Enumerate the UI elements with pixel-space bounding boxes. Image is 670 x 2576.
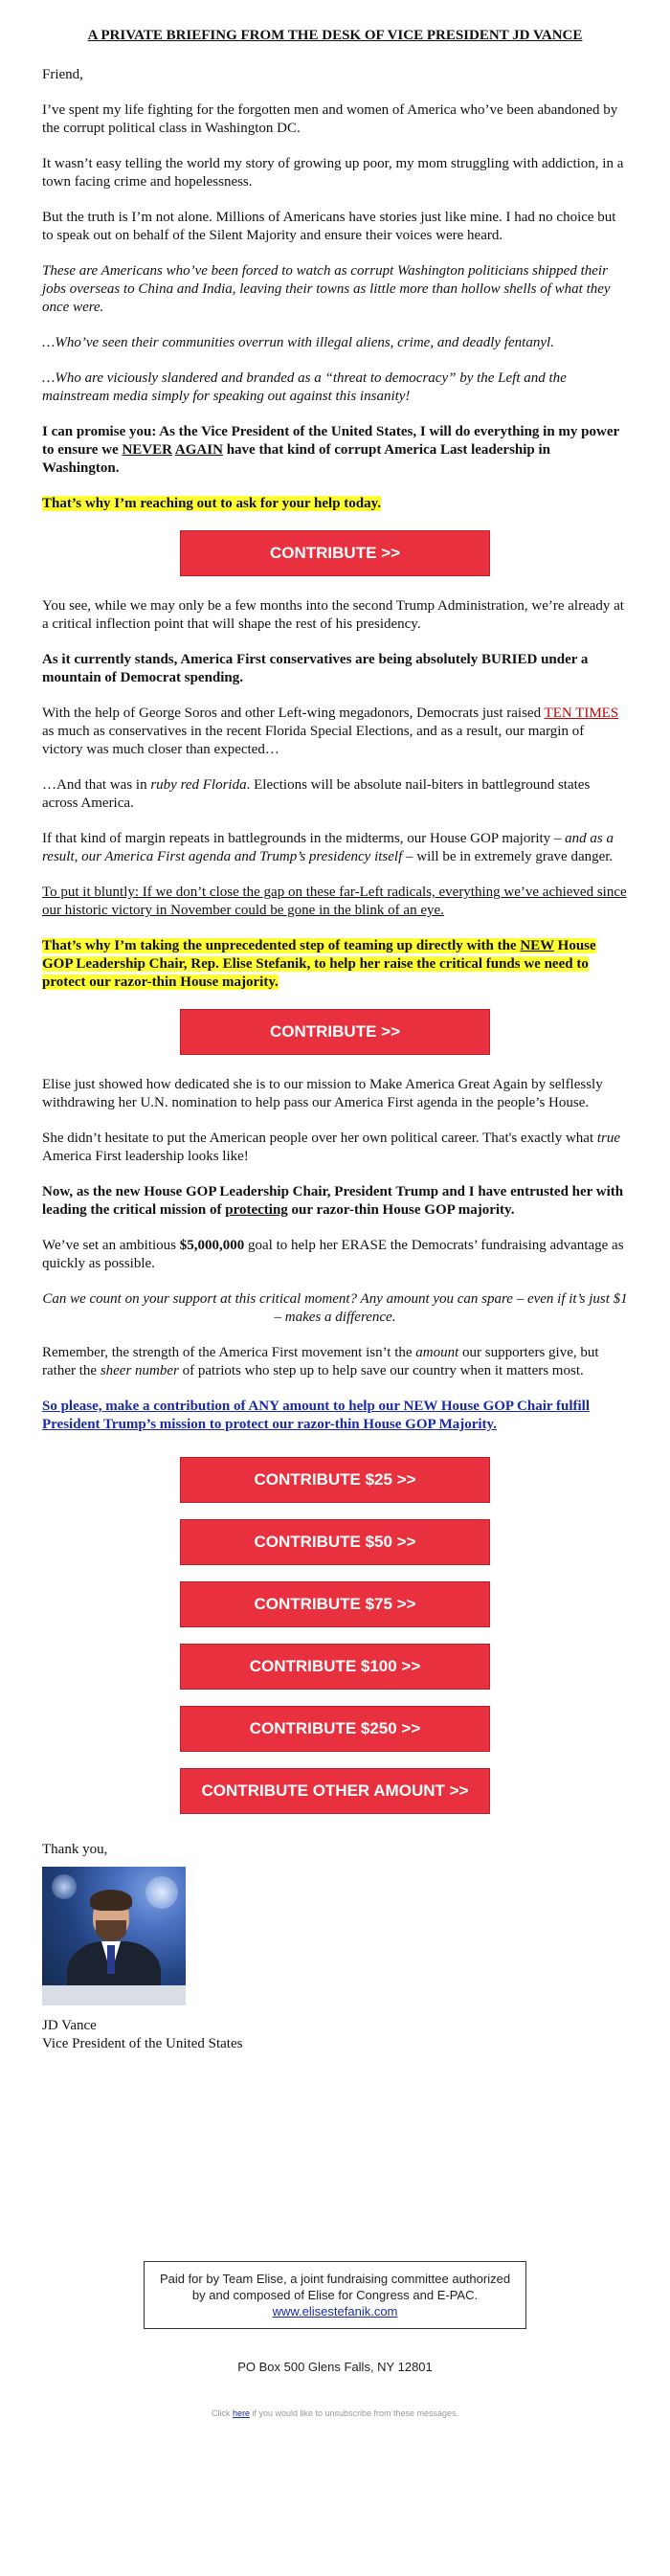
paragraph-16: Elise just showed how dedicated she is to our mission to Make America Great Again by selflessly withdrawing her U.N. nomination to help pass our America First agenda in the people’s House.: [42, 1077, 603, 1110]
contribute-50-button[interactable]: CONTRIBUTE $50 >>: [180, 1519, 490, 1565]
website-link[interactable]: www.elisestefanik.com: [272, 2304, 398, 2318]
paragraph-3: But the truth is I’m not alone. Millions of Americans have stories just like mine. I had no choice but to speak out on behalf of the Silent Majority and ensure their voices were heard.: [42, 210, 616, 243]
thanks: Thank you,: [42, 1842, 108, 1857]
paragraph-15: That’s why I’m taking the unprecedented step of teaming up directly with the NEW House GOP Leadership Chair, Rep. Elise Stefanik, to help her raise the critical funds we need to protect our razor-thin House majority.: [42, 938, 596, 990]
mailing-address: PO Box 500 Glens Falls, NY 12801: [237, 2360, 433, 2374]
paragraph-22: [42, 1398, 628, 1434]
contribute-button[interactable]: CONTRIBUTE >>: [180, 530, 490, 576]
unsubscribe-line: Click here if you would like to unsubscribe from these messages.: [211, 2408, 459, 2418]
paragraph-18: Now, as the new House GOP Leadership Chair, President Trump and I have entrusted her with leading the critical mission of protecting our razor-thin House GOP majority.: [42, 1184, 624, 1218]
paragraph-11: With the help of George Soros and other Left-wing megadonors, Democrats just raised TEN TIMES as much as conservatives in the recent Florida Special Elections, and as a result, our margin of victory was much closer than expected…: [42, 706, 619, 757]
paragraph-1: I’ve spent my life fighting for the forgotten men and women of America who’ve been abandoned by the corrupt political class in Washington DC.: [42, 102, 618, 136]
contribute-25-button[interactable]: CONTRIBUTE $25 >>: [180, 1457, 490, 1503]
paragraph-20: Can we count on your support at this critical moment? Any amount you can spare – even if it’s just $1 – makes a difference.: [42, 1291, 628, 1325]
paragraph-21: Remember, the strength of the America First movement isn’t the amount our supporters give, but rather the sheer number of patriots who step up to help save our country when it matters most.: [42, 1345, 599, 1378]
again-text: AGAIN: [174, 442, 223, 458]
paid-for-disclaimer: Paid for by Team Elise, a joint fundraising committee authorized by and composed of Elise for Congress and E-PAC. www.elisestefanik.com: [144, 2261, 526, 2329]
amount-buttons: [42, 1457, 628, 1814]
paragraph-6: …Who are viciously slandered and branded as a “threat to democracy” by the Left and the mainstream media simply for speaking out against this insanity!: [42, 370, 567, 404]
email-body: [42, 0, 628, 2423]
contribute-100-button[interactable]: CONTRIBUTE $100 >>: [180, 1644, 490, 1690]
contribute-any-amount-link[interactable]: So please, make a contribution of ANY amount to help our NEW House GOP Chair fulfill President Trump’s mission to protect our razor-thin House GOP Majority.: [42, 1399, 590, 1432]
paragraph-19: We’ve set an ambitious $5,000,000 goal to help her ERASE the Democrats’ fundraising advantage as quickly as possible.: [42, 1238, 624, 1271]
signature-title: Vice President of the United States: [42, 2036, 243, 2051]
never-text: NEVER: [122, 442, 172, 458]
paragraph-17: She didn’t hesitate to put the American people over her own political career. That's exactly what true America First leadership looks like!: [42, 1131, 621, 1164]
contribute-250-button[interactable]: CONTRIBUTE $250 >>: [180, 1706, 490, 1752]
headline: A PRIVATE BRIEFING FROM THE DESK OF VICE PRESIDENT JD VANCE: [87, 28, 583, 43]
contribute-button-2[interactable]: CONTRIBUTE >>: [180, 1009, 490, 1055]
unsubscribe-link[interactable]: here: [232, 2408, 250, 2418]
paragraph-14: To put it bluntly: If we don’t close the gap on these far-Left radicals, everything we’ve achieved since our historic victory in November could be gone in the blink of an eye.: [42, 885, 627, 918]
paragraph-12: …And that was in ruby red Florida. Elections will be absolute nail-biters in battleground states across America.: [42, 777, 591, 811]
paragraph-8: That’s why I’m reaching out to ask for your help today.: [42, 496, 382, 511]
paragraph-10: As it currently stands, America First conservatives are being absolutely BURIED under a mountain of Democrat spending.: [42, 652, 589, 685]
greeting: Friend,: [42, 67, 83, 82]
paragraph-2: It wasn’t easy telling the world my story of growing up poor, my mom struggling with addiction, in a town facing crime and hopelessness.: [42, 156, 624, 190]
contribute-75-button[interactable]: CONTRIBUTE $75 >>: [180, 1581, 490, 1627]
paragraph-7: I can promise you: As the Vice President of the United States, I will do everything in my power to ensure we NEVER AGAIN have that kind of corrupt America Last leadership in Washington.: [42, 424, 619, 476]
paragraph-13: If that kind of margin repeats in battlegrounds in the midterms, our House GOP majority – and as a result, our America First agenda and Trump’s presidency itself – will be in extremely grave danger.: [42, 831, 614, 864]
jd-vance-photo: [42, 1867, 186, 2005]
paragraph-5: …Who’ve seen their communities overrun with illegal aliens, crime, and deadly fentanyl.: [42, 335, 554, 350]
signature-name: JD Vance: [42, 2018, 97, 2033]
ten-times-text: TEN TIMES: [544, 706, 619, 721]
paragraph-9: You see, while we may only be a few months into the second Trump Administration, we’re already at a critical inflection point that will shape the rest of his presidency.: [42, 598, 624, 632]
paragraph-4: These are Americans who’ve been forced to watch as corrupt Washington politicians shipped their jobs overseas to China and India, leaving their towns as little more than hollow shells of what they once were.: [42, 263, 611, 315]
contribute-other-amount-button[interactable]: CONTRIBUTE OTHER AMOUNT >>: [180, 1768, 490, 1814]
